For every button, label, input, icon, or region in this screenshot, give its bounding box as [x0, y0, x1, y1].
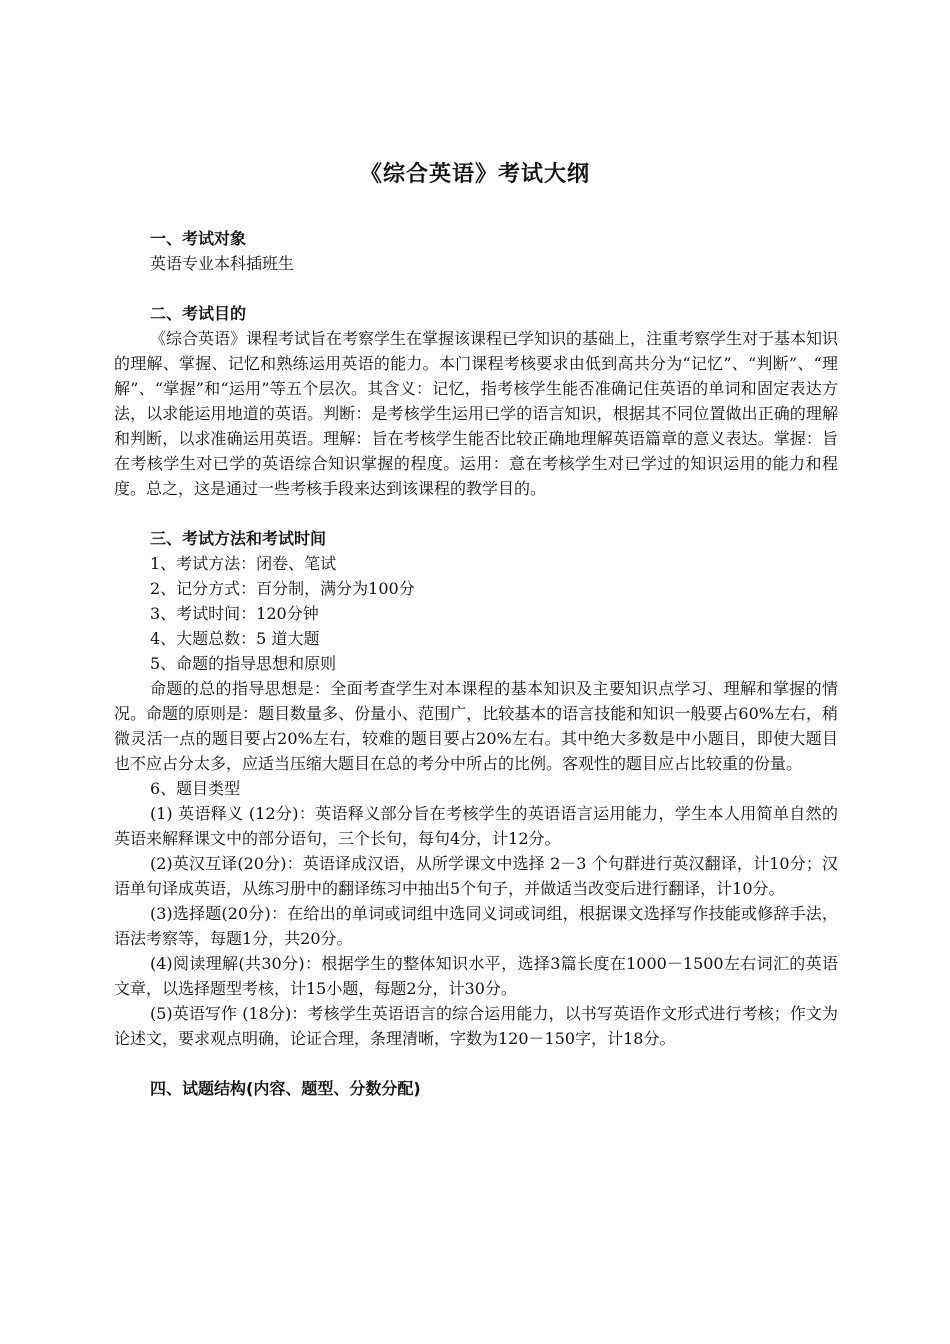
section-text-exam-target: 英语专业本科插班生 — [150, 254, 295, 273]
section-heading-exam-purpose: 二、考试目的 — [150, 304, 247, 323]
paragraph-gap — [114, 1051, 838, 1076]
list-item: 2、记分方式：百分制，满分为100分 — [150, 579, 415, 598]
section-heading-exam-method: 三、考试方法和考试时间 — [150, 529, 327, 548]
list-item: 3、考试时间：120分钟 — [150, 604, 319, 623]
list-item: 4、大题总数：5 道大题 — [150, 629, 320, 648]
section-paragraph-exam-purpose: 《综合英语》课程考试旨在考察学生在掌握该课程已学知识的基础上，注重考察学生对于基本知识的理解、掌握、记忆和熟练运用英语的能力。本门课程考核要求由低到高共分为“记忆”、“判断”、“理解”、“掌握”和“运用”等五个层次。其含义：记忆，指考核学生能否准确记住英语的单词和固定表达方法，以求能运用地道的英语。判断：是考核学生运用已学的语言知识，根据其不同位置做出正确的理解和判断，以求准确运用英语。理解：旨在考核学生能否比较正确地理解英语篇章的意义表达。掌握：旨在考核学生对已学的英语综合知识掌握的程度。运用：意在考核学生对已学过的知识运用的能力和程度。总之，这是通过一些考核手段来达到该课程的教学目的。 — [114, 329, 839, 498]
paragraph-gap — [114, 501, 838, 526]
list-item: 1、考试方法：闭卷、笔试 — [150, 554, 337, 573]
principle-paragraph: 命题的总的指导思想是：全面考查学生对本课程的基本知识及主要知识点学习、理解和掌握的情况。命题的原则是：题目数量多、份量小、范围广，比较基本的语言技能和知识一般要占60%左右，稍微灵活一点的题目要占20%左右，较难的题目要占20%左右。其中绝大多数是中小题目，即使大题目也不应占分太多，应适当压缩大题目在总的考分中所占的比例。客观性的题目应占比较重的份量。 — [114, 679, 838, 773]
document-body — [114, 226, 838, 1101]
question-type-item: (4)阅读理解(共30分)：根据学生的整体知识水平，选择3篇长度在1000－1500左右词汇的英语文章，以选择题型考核，计15小题，每题2分，计30分。 — [114, 954, 838, 998]
list-item: 5、命题的指导思想和原则 — [150, 654, 337, 673]
section-heading-test-structure: 四、试题结构(内容、题型、分数分配) — [150, 1079, 421, 1098]
document-title: 《综合英语》考试大纲 — [359, 162, 590, 187]
question-type-item: (1) 英语释义 (12分)：英语释义部分旨在考核学生的英语语言运用能力，学生本人用简单自然的英语来解释课文中的部分语句，三个长句，每句4分，计12分。 — [114, 804, 838, 848]
section-heading-exam-target: 一、考试对象 — [150, 229, 247, 248]
question-type-item: (5)英语写作 (18分)：考核学生英语语言的综合运用能力，以书写英语作文形式进行考核；作文为论述文，要求观点明确，论证合理，条理清晰，字数为120－150字，计18分。 — [114, 1004, 838, 1048]
question-type-item: (3)选择题(20分)：在给出的单词或词组中选同义词或词组，根据课文选择写作技能或修辞手法，语法考察等，每题1分，共20分。 — [114, 904, 838, 948]
question-types-label: 6、题目类型 — [150, 779, 241, 798]
question-type-item: (2)英汉互译(20分)：英语译成汉语，从所学课文中选择 2－3 个句群进行英汉翻译，计10分；汉语单句译成英语，从练习册中的翻译练习中抽出5个句子，并做适当改变后进行翻译，计10分。 — [114, 854, 838, 898]
